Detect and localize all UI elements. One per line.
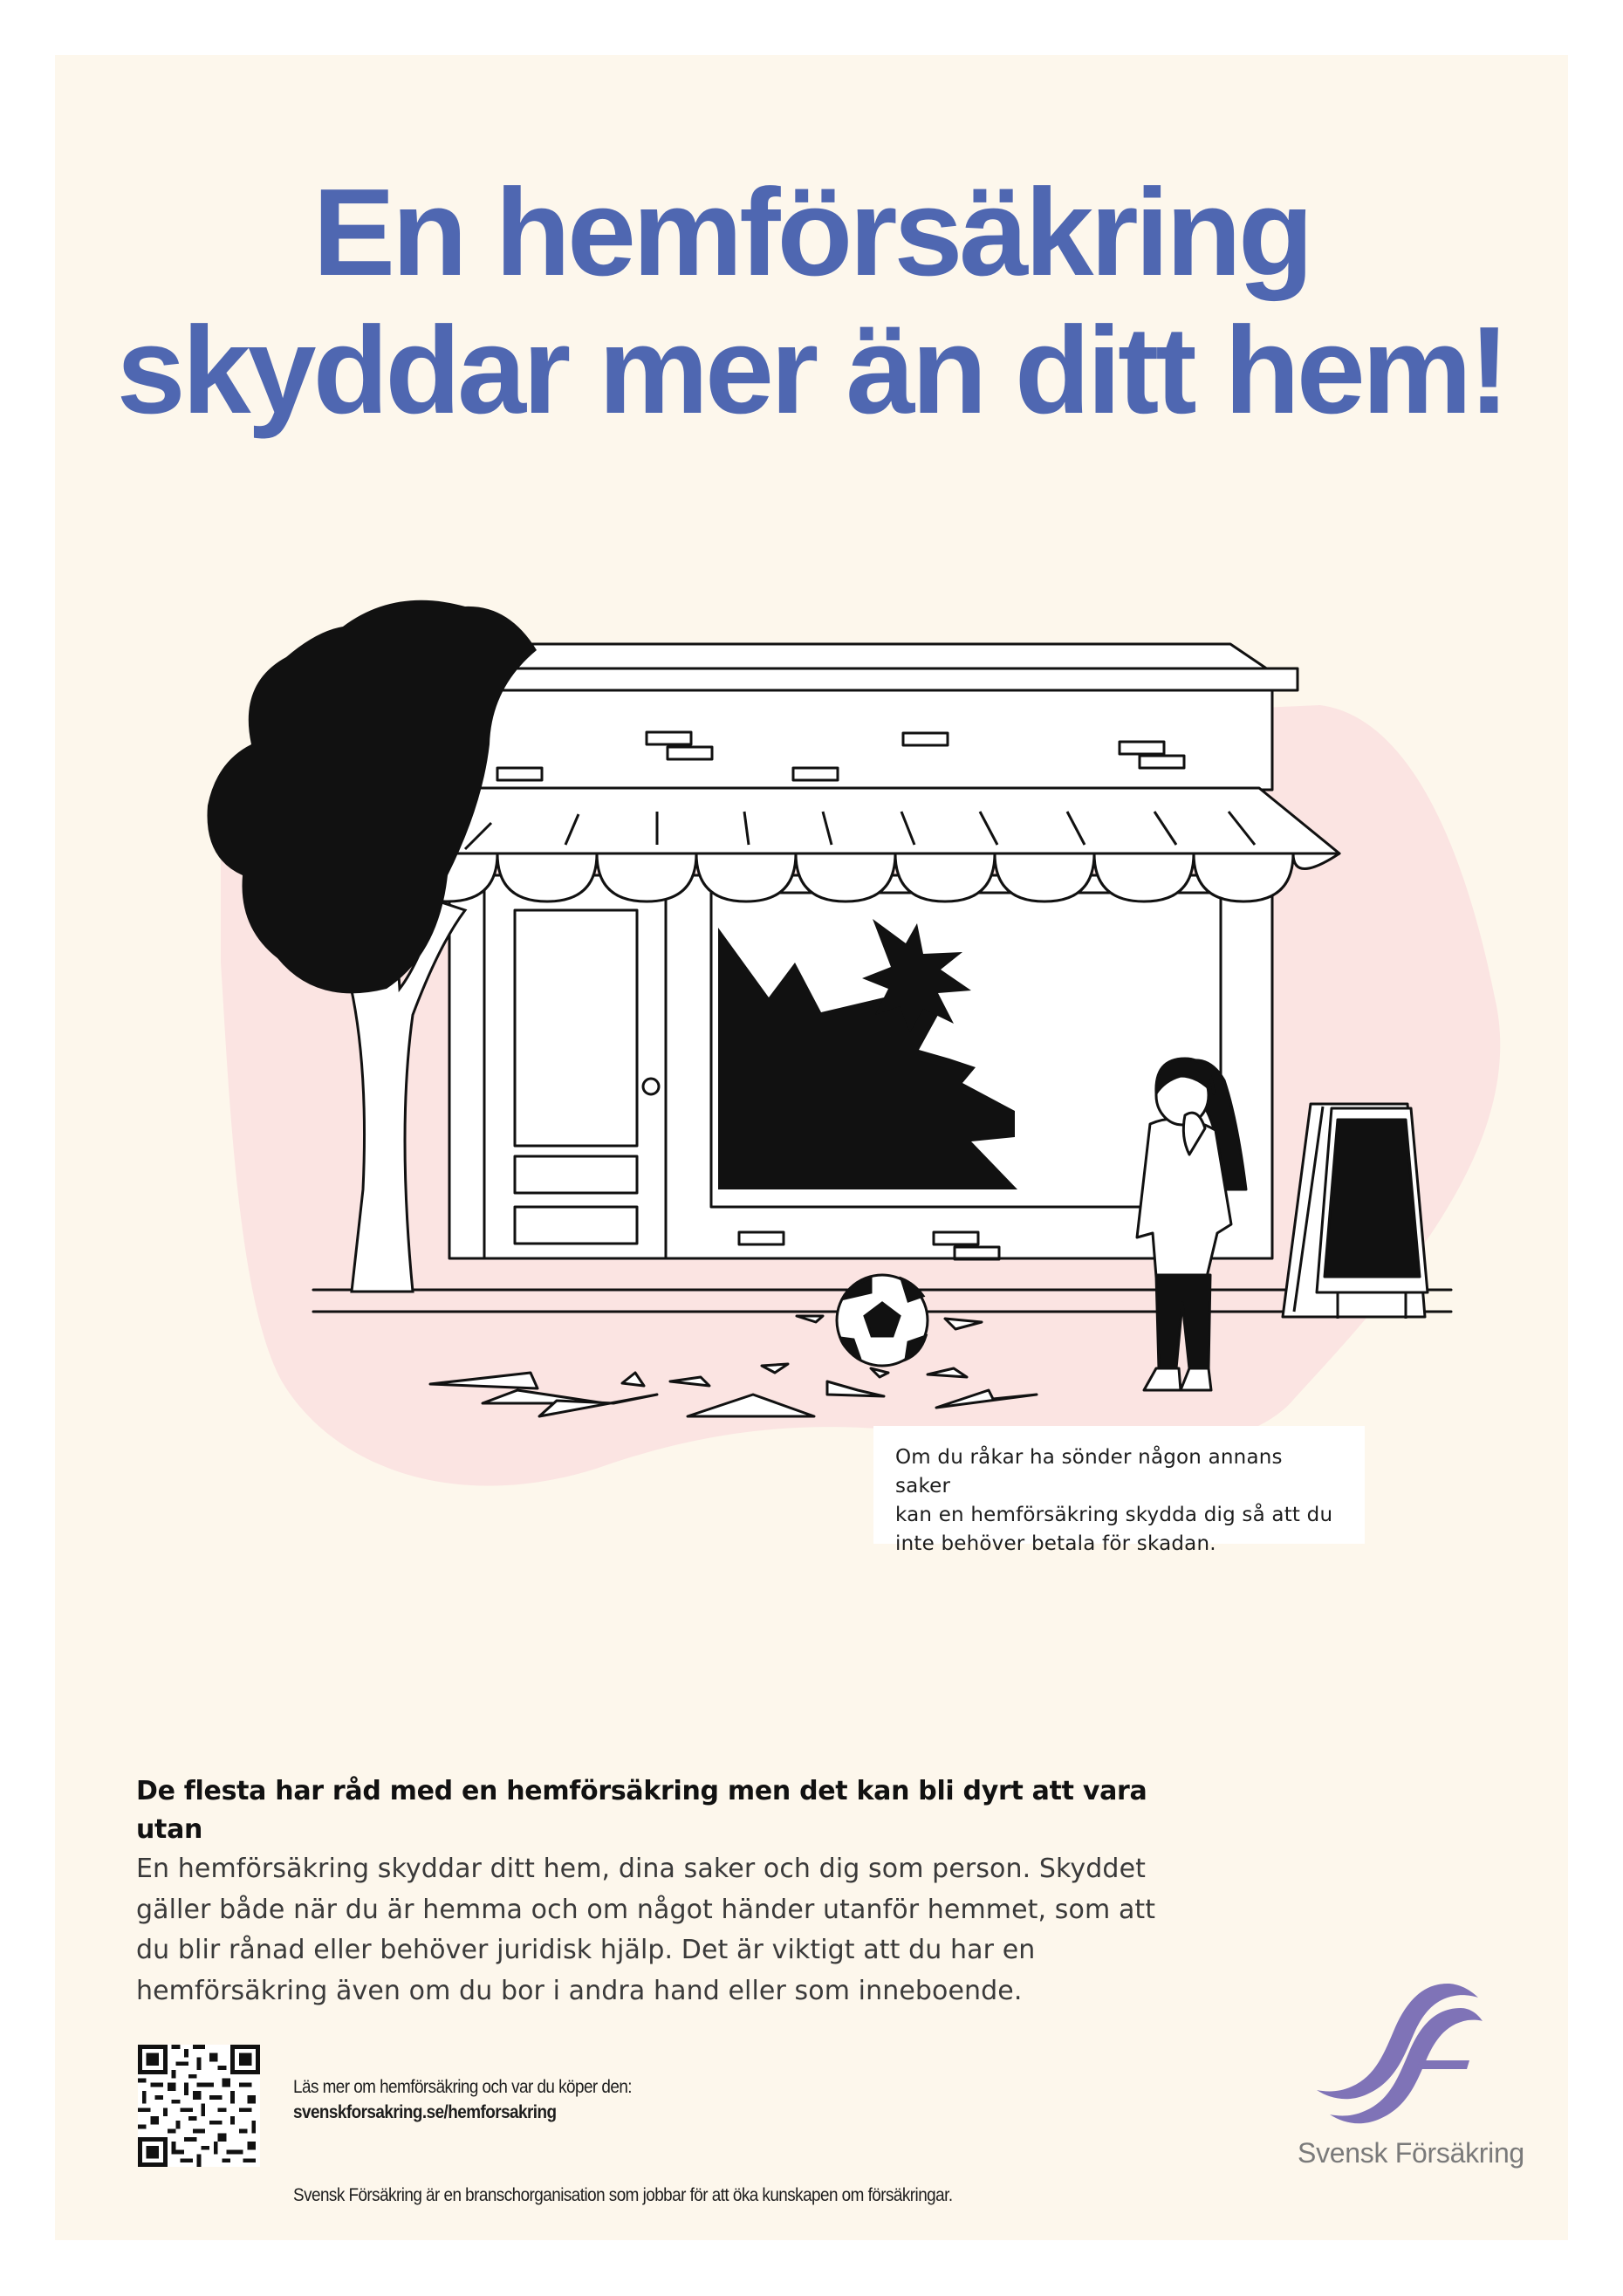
qr-code-icon — [138, 2045, 260, 2167]
shop-window-illustration — [55, 55, 1568, 1486]
headline-line-2: skyddar mer än ditt hem! — [116, 301, 1507, 440]
organisation-description: Svensk Försäkring är en branschorganisation som jobbar för att öka kunskapen om försäkringar. — [293, 2185, 953, 2205]
poster — [55, 55, 1568, 2240]
svensk-forsakring-logo-icon — [1317, 1982, 1483, 2135]
door — [484, 875, 666, 1258]
roof-band — [425, 668, 1298, 690]
facade-upper — [449, 690, 1272, 790]
soccer-ball-icon — [837, 1275, 928, 1366]
body-paragraph: En hemförsäkring skyddar ditt hem, dina saker och dig som person. Skyddet gäller både när du är hemma och om något händer utanför hemmet, som att du blir rånad eller behöver juridisk hjälp. Det är viktigt att du har en hemförsäkring även om du bor i andra hand eller som inneboende. — [136, 1854, 1156, 2006]
website-link[interactable]: svenskforsakring.se/hemforsakring — [293, 2102, 557, 2122]
caption-line-2: kan en hemförsäkring skydda dig så att du — [895, 1504, 1333, 1526]
body-heading: De flesta har råd med en hemförsäkring men det kan bli dyrt att vara utan — [136, 1776, 1147, 1845]
headline-line-1: En hemförsäkring — [312, 163, 1311, 302]
caption-line-3: inte behöver betala för skadan. — [895, 1532, 1216, 1555]
caption-line-1: Om du råkar ha sönder någon annans saker — [895, 1446, 1283, 1498]
svensk-forsakring-logo — [1280, 1982, 1542, 2200]
caption-box — [873, 1426, 1365, 1555]
body-block — [136, 1772, 1183, 2012]
read-more-text: Läs mer om hemförsäkring och var du köper den: — [293, 2077, 633, 2097]
logo-text: Svensk Försäkring — [1298, 2137, 1524, 2169]
